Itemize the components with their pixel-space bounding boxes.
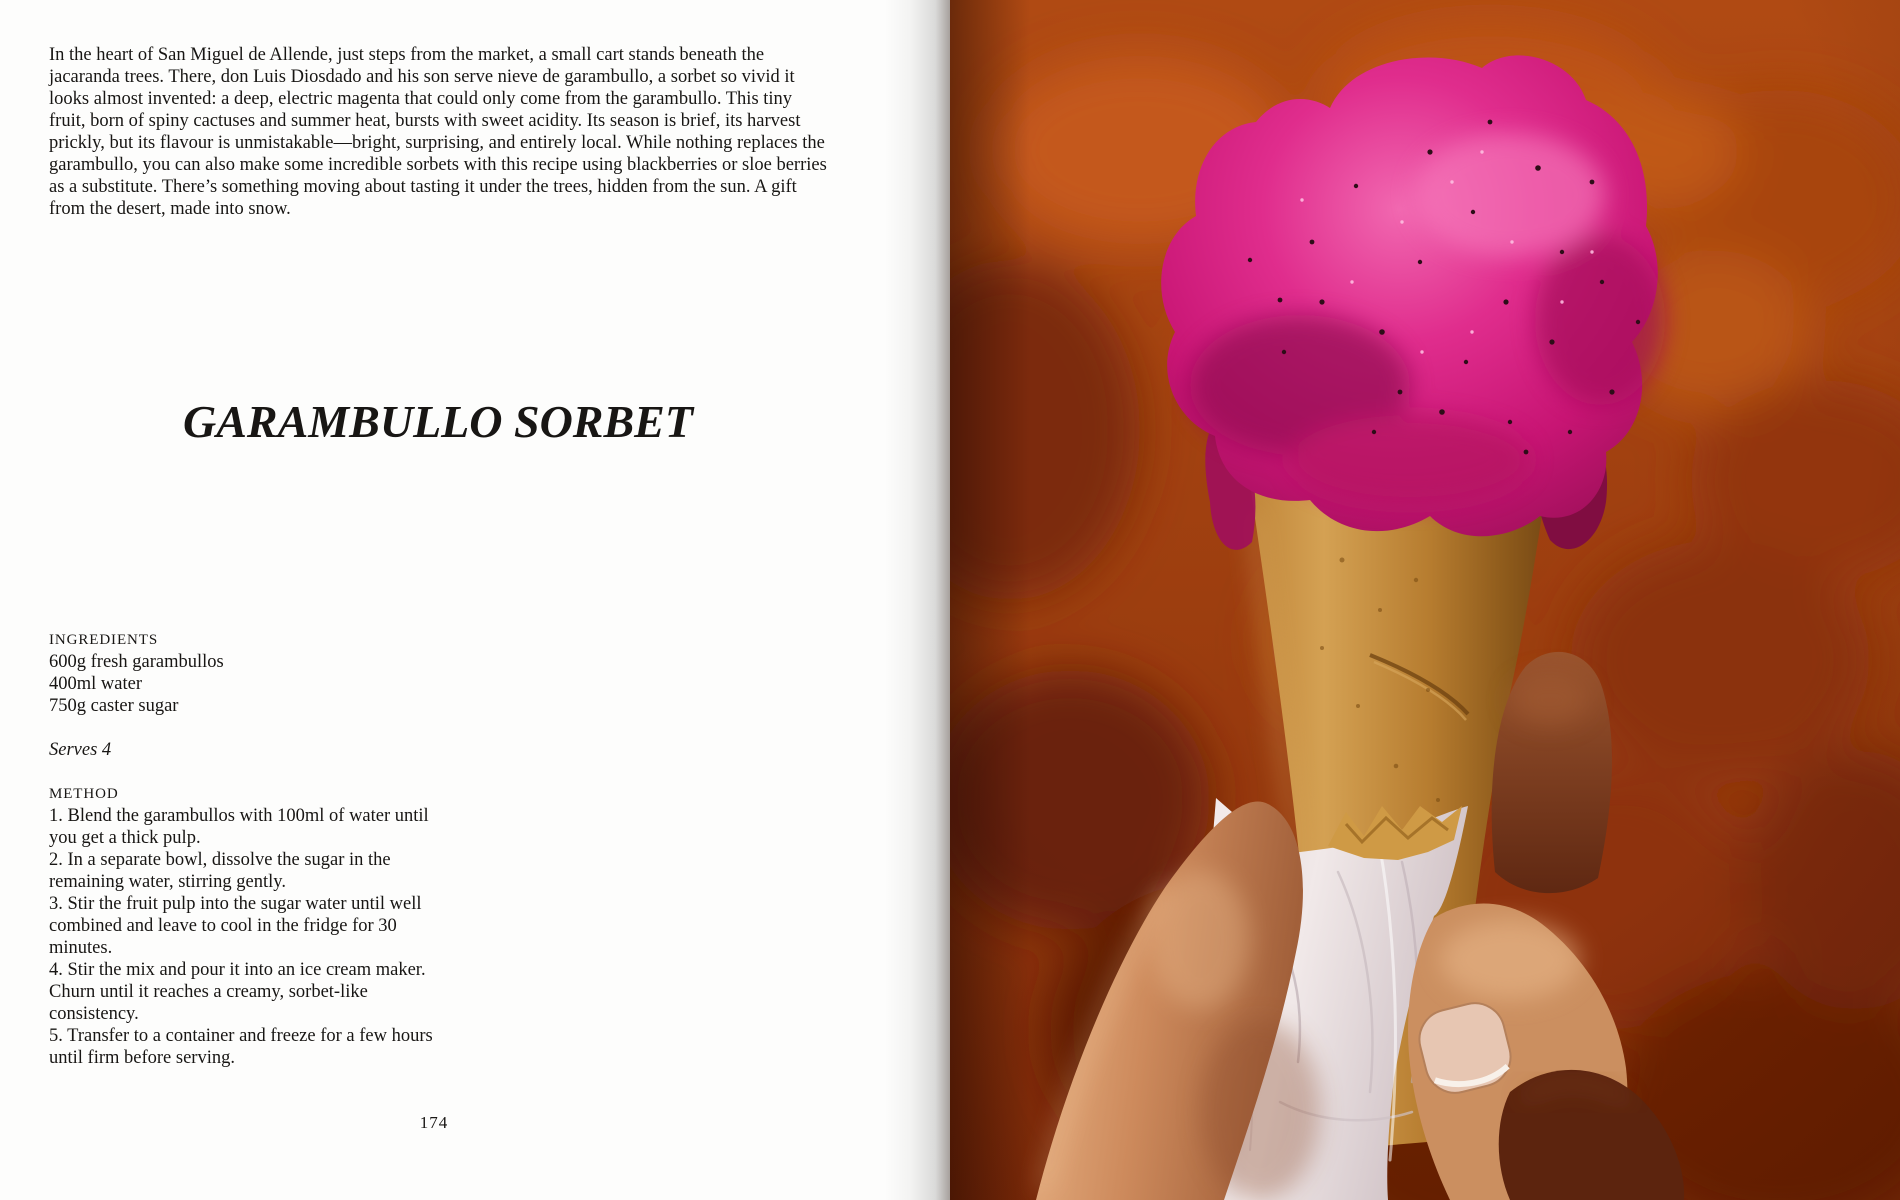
recipe-block	[49, 629, 445, 1069]
intro-paragraph: In the heart of San Miguel de Allende, just steps from the market, a small cart stands beneath the jacaranda trees. There, don Luis Diosdado and his son serve nieve de garambullo, a sorbet so vivid it looks almost invented: a deep, electric magenta that could only come from the garambullo. This tiny fruit, born of spiny cactuses and summer heat, bursts with sweet acidity. Its season is brief, its harvest prickly, but its flavour is unmistakable—bright, surprising, and entirely local. While nothing replaces the garambullo, you can also make some incredible sorbets with this recipe using blackberries or sloe berries as a substitute. There’s something moving about tasting it under the trees, hidden from the sun. A gift from the desert, made into snow.	[49, 45, 827, 219]
method-step: 4. Stir the mix and pour it into an ice cream maker. Churn until it reaches a creamy, sorbet-like consistency.	[49, 960, 426, 1024]
serves-note: Serves 4	[49, 740, 112, 760]
page-number: 174	[419, 1113, 449, 1132]
page-gutter	[884, 0, 950, 1200]
ingredients-heading: INGREDIENTS	[49, 632, 159, 648]
ingredient-line: 400ml water	[49, 674, 142, 694]
recipe-title: GARAMBULLO SORBET	[183, 396, 693, 447]
method-step: 5. Transfer to a container and freeze for a few hours until firm before serving.	[49, 1026, 433, 1068]
method-step: 1. Blend the garambullos with 100ml of water until you get a thick pulp.	[49, 806, 429, 848]
ingredient-line: 600g fresh garambullos	[49, 652, 224, 672]
method-heading: METHOD	[49, 786, 119, 802]
sorbet-photo	[950, 0, 1900, 1200]
method-step: 2. In a separate bowl, dissolve the sugar in the remaining water, stirring gently.	[49, 850, 391, 892]
method-step: 3. Stir the fruit pulp into the sugar water until well combined and leave to cool in the fridge for 30 minutes.	[49, 894, 422, 958]
ingredient-line: 750g caster sugar	[49, 696, 179, 716]
sorbet-scoop	[1161, 55, 1665, 549]
right-page	[950, 0, 1900, 1200]
